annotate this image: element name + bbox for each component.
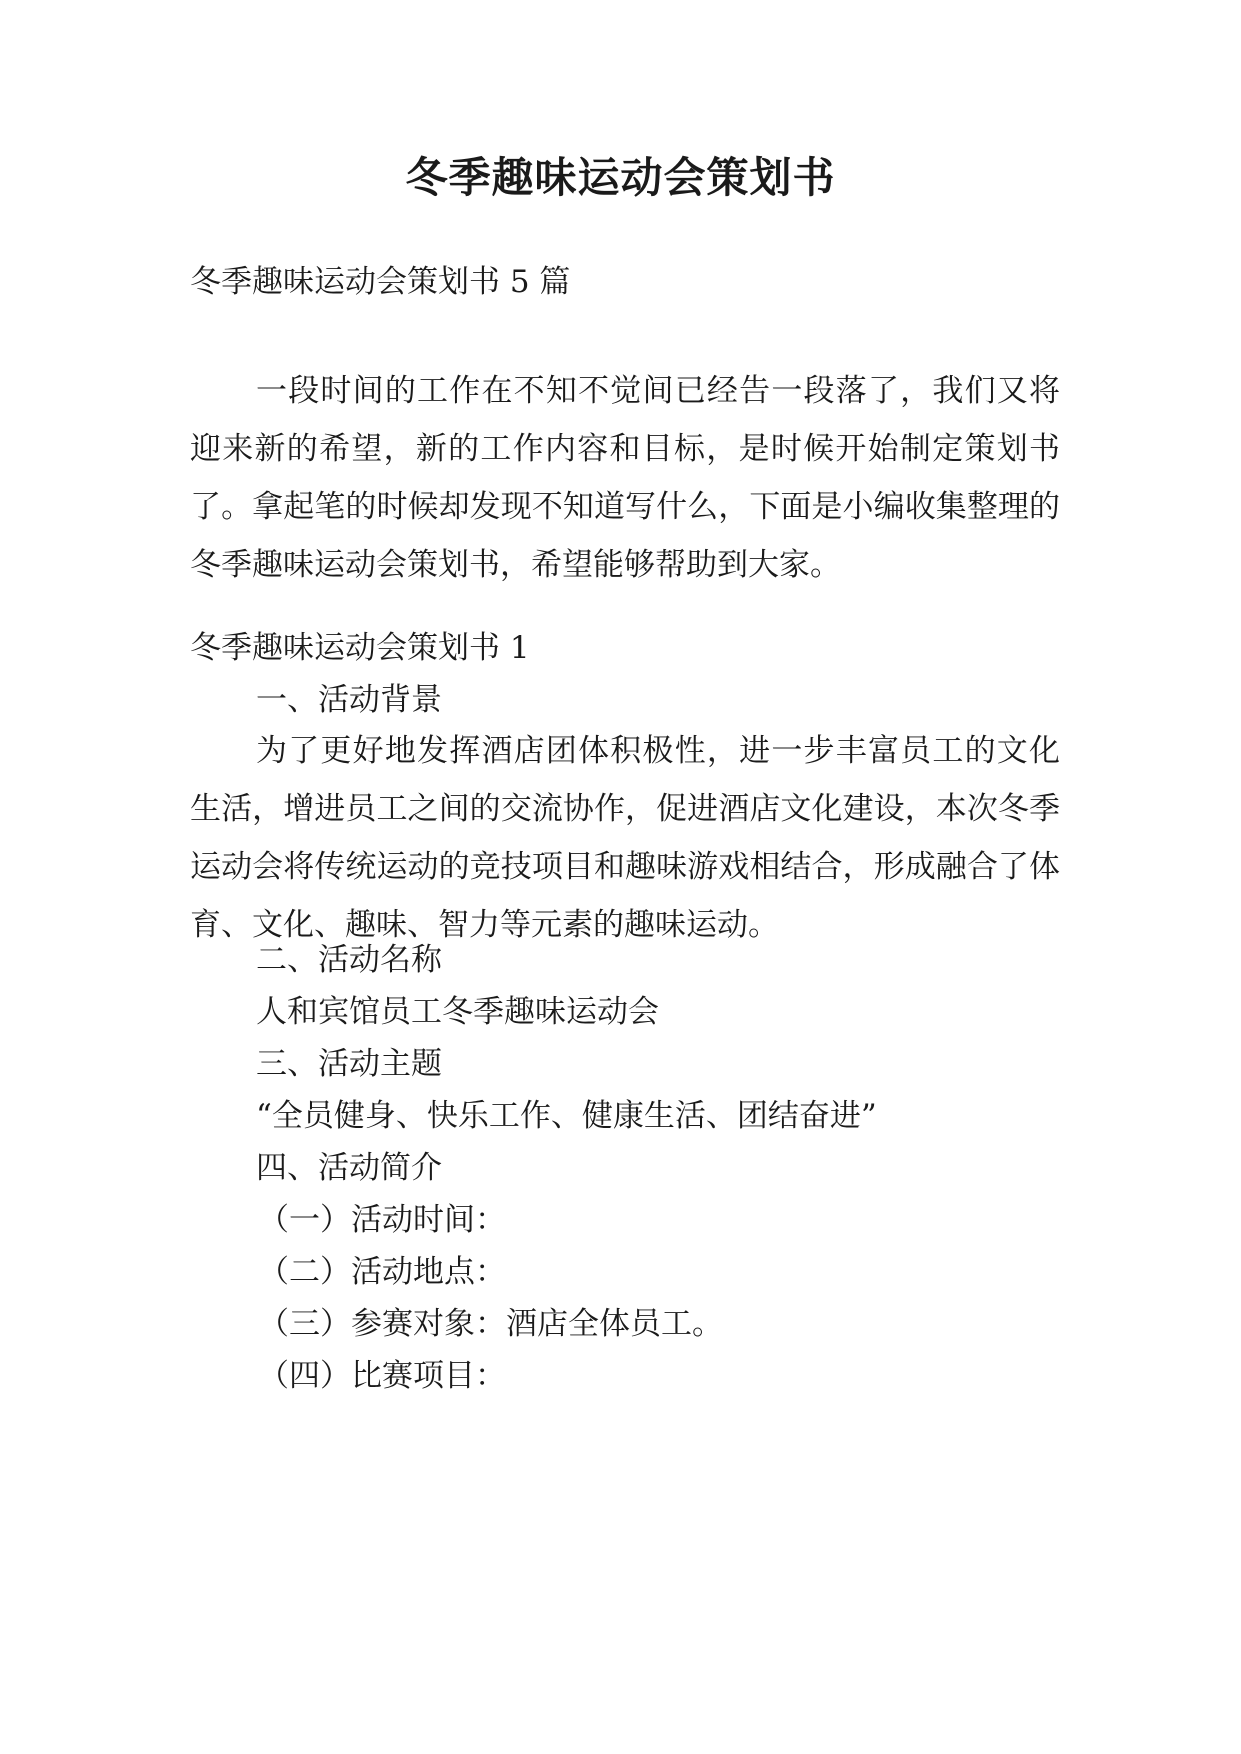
heading-background: 一、活动背景: [256, 682, 442, 718]
document-subtitle: 冬季趣味运动会策划书 5 篇: [190, 264, 571, 300]
background-paragraph: 为了更好地发挥酒店团体积极性，进一步丰富员工的文化生活，增进员工之间的交流协作，促进酒店文化建设，本次冬季运动会将传统运动的竞技项目和趣味游戏相结合，形成融合了体育、文化、趣味、智力等元素的趣味运动。: [190, 733, 1060, 943]
item-location: （二）活动地点：: [258, 1254, 506, 1290]
document-title: 冬季趣味运动会策划书: [405, 153, 836, 202]
intro-paragraph: 一段时间的工作在不知不觉间已经告一段落了，我们又将迎来新的希望，新的工作内容和目标，是时候开始制定策划书了。拿起笔的时候却发现不知道写什么，下面是小编收集整理的冬季趣味运动会策划书，希望能够帮助到大家。: [190, 373, 1060, 583]
heading-name: 二、活动名称: [256, 942, 442, 978]
activity-name: 人和宾馆员工冬季趣味运动会: [256, 994, 659, 1030]
heading-theme: 三、活动主题: [256, 1046, 442, 1082]
heading-intro: 四、活动简介: [256, 1150, 442, 1186]
section-title: 冬季趣味运动会策划书 1: [190, 630, 530, 666]
item-events: （四）比赛项目：: [258, 1358, 506, 1394]
item-participants: （三）参赛对象：酒店全体员工。: [258, 1306, 723, 1342]
item-time: （一）活动时间：: [258, 1202, 506, 1238]
activity-theme: “全员健身、快乐工作、健康生活、团结奋进”: [256, 1098, 877, 1134]
